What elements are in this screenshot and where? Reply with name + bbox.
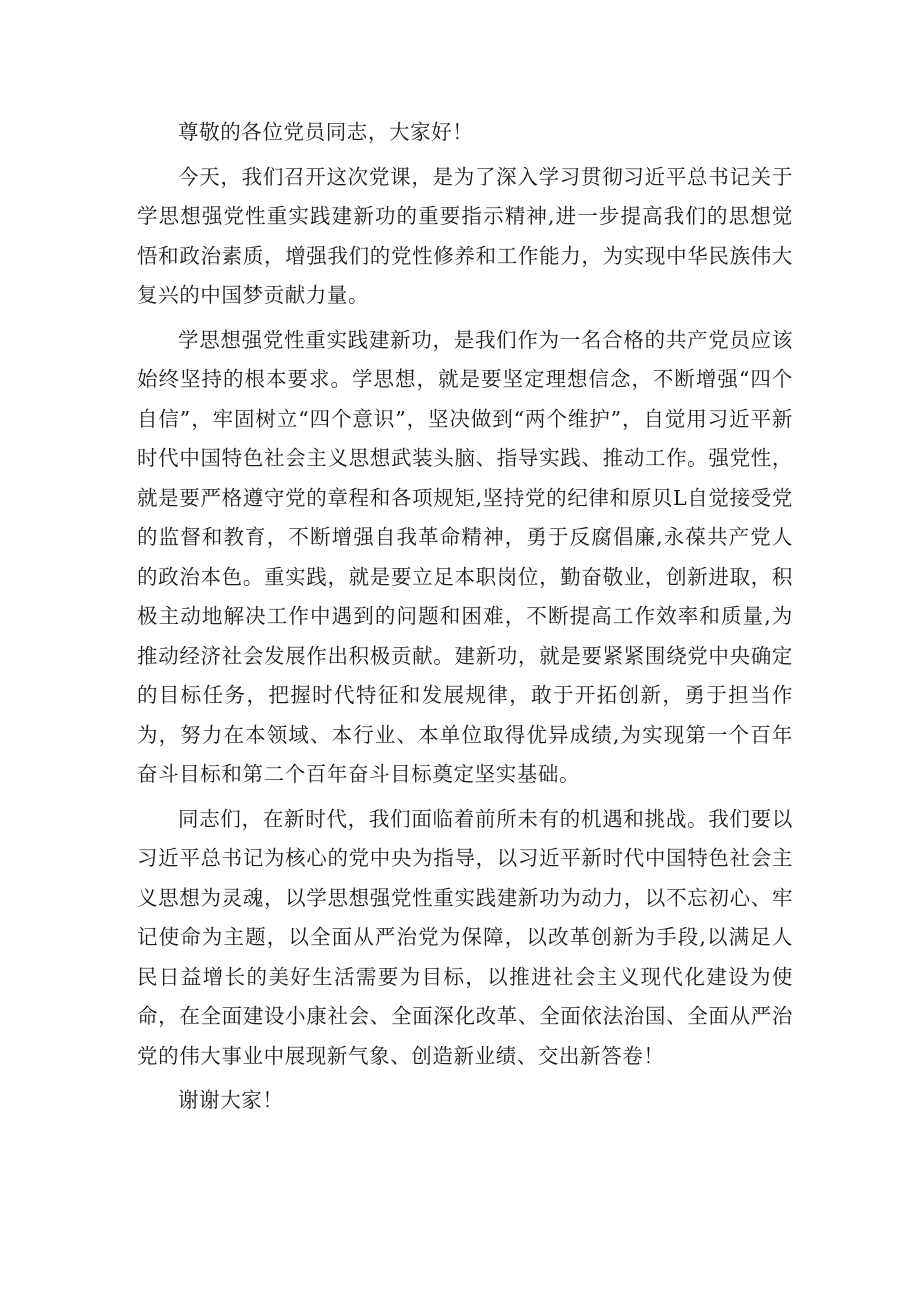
closing-paragraph: 谢谢大家！ [178, 1088, 284, 1112]
greeting-paragraph: 尊敬的各位党员同志，大家好！ [178, 120, 474, 144]
body-paragraph: 学思想强党性重实践建新功，是我们作为一名合格的共产党员应该始终坚持的根本要求。学思想，就是要坚定理想信念，不断增强“四个自信”，牢固树立“四个意识”，坚决做到“两个维护”，自觉用习近平新时代中国特色社会主义思想武装头脑、指导实践、推动工作。强党性，就是要严格遵守党的章程和各项规矩,坚持党的纪律和原贝L自觉接受党的监督和教育，不断增强自我革命精神，勇于反腐倡廉,永葆共产党人的政治本色。重实践，就是要立足本职岗位，勤奋敬业，创新进取，积极主动地解决工作中遇到的问题和困难，不断提高工作效率和质量,为推动经济社会发展作出积极贡献。建新功，就是要紧紧围绕党中央确定的目标任务，把握时代特征和发展规律，敢于开拓创新，勇于担当作为，努力在本领域、本行业、本单位取得优异成绩,为实现第一个百年奋斗目标和第二个百年奋斗目标奠定坚实基础。 [137, 327, 793, 786]
document-body [137, 113, 793, 1126]
intro-paragraph: 今天，我们召开这次党课，是为了深入学习贯彻习近平总书记关于学思想强党性重实践建新功的重要指示精神,进一步提高我们的思想觉悟和政治素质，增强我们的党性修养和工作能力，为实现中华民族伟大复兴的中国梦贡献力量。 [137, 164, 793, 307]
call-paragraph: 同志们，在新时代，我们面临着前所未有的机遇和挑战。我们要以习近平总书记为核心的党中央为指导，以习近平新时代中国特色社会主义思想为灵魂，以学思想强党性重实践建新功为动力，以不忘初心、牢记使命为主题，以全面从严治党为保障，以改革创新为手段,以满足人民日益增长的美好生活需要为目标，以推进社会主义现代化建设为使命，在全面建设小康社会、全面深化改革、全面依法治国、全面从严治党的伟大事业中展现新气象、创造新业绩、交出新答卷！ [137, 806, 793, 1068]
